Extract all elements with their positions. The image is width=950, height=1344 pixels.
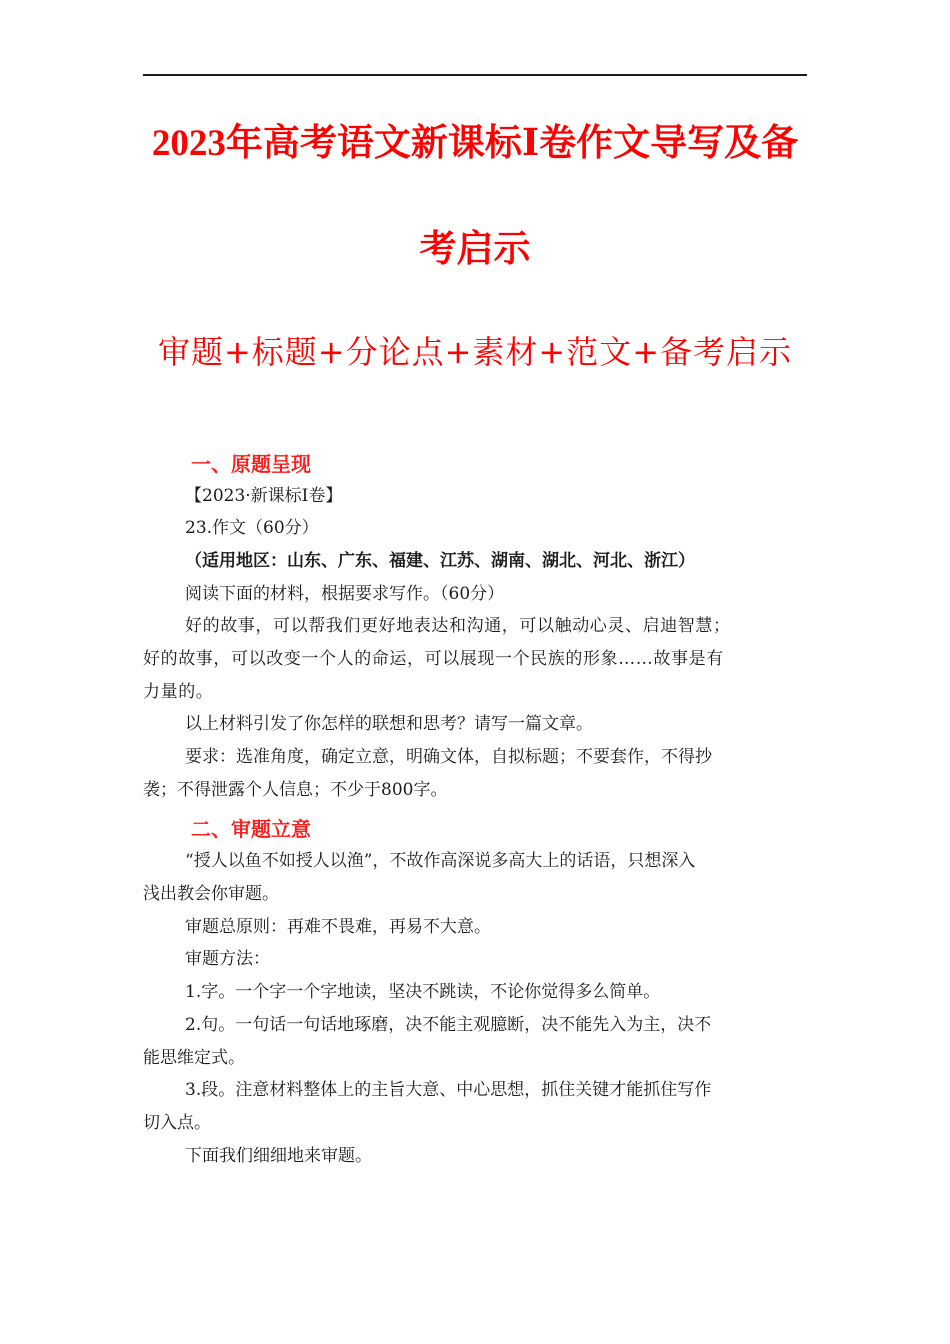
section-heading-original-question: 一、原题呈现 [191, 452, 311, 476]
source-tag: 【2023·新课标Ⅰ卷】 [185, 486, 343, 506]
writing-prompt: 以上材料引发了你怎样的联想和思考？请写一篇文章。 [185, 714, 593, 734]
instruction-text: 阅读下面的材料，根据要求写作。（60分） [185, 584, 505, 604]
question-label: 23.作文（60分） [185, 518, 319, 538]
material-line-2: 好的故事，可以改变一个人的命运，可以展现一个民族的形象……故事是有 [143, 649, 724, 669]
method-3-line-1: 3.段。注意材料整体上的主旨大意、中心思想，抓住关键才能抓住写作 [185, 1080, 712, 1100]
method-3-line-2: 切入点。 [143, 1113, 211, 1133]
closing-text: 下面我们细细地来审题。 [185, 1146, 372, 1166]
method-2-line-1: 2.句。一句话一句话地琢磨，决不能主观臆断，决不能先入为主，决不 [185, 1015, 712, 1035]
document-title-line-2: 考启示 [419, 229, 531, 270]
document-title-line-1: 2023年高考语文新课标Ⅰ卷作文导写及备 [151, 123, 799, 164]
method-2-line-2: 能思维定式。 [143, 1048, 245, 1068]
method-1-word: 1.字。一个字一个字地读，坚决不跳读，不论你觉得多么简单。 [185, 982, 661, 1002]
requirements-line-2: 袭；不得泄露个人信息；不少于800字。 [143, 780, 448, 800]
requirements-line-1: 要求：选准角度，确定立意，明确文体，自拟标题；不要套作，不得抄 [185, 747, 712, 767]
section-heading-topic-analysis: 二、审题立意 [191, 817, 311, 841]
method-label: 审题方法： [185, 949, 270, 969]
document-subtitle: 审题+标题+分论点+素材+范文+备考启示 [157, 333, 793, 371]
general-principle: 审题总原则：再难不畏难，再易不大意。 [185, 917, 491, 937]
material-line-1: 好的故事，可以帮我们更好地表达和沟通，可以触动心灵、启迪智慧； [185, 616, 731, 636]
intro-line-2: 浅出教会你审题。 [143, 884, 279, 904]
applicable-regions: （适用地区：山东、广东、福建、江苏、湖南、湖北、河北、浙江） [185, 551, 695, 571]
material-line-3: 力量的。 [143, 682, 214, 702]
header-rule [143, 74, 807, 76]
intro-line-1: “授人以鱼不如授人以渔”，不故作高深说多高大上的话语，只想深入 [185, 851, 696, 871]
